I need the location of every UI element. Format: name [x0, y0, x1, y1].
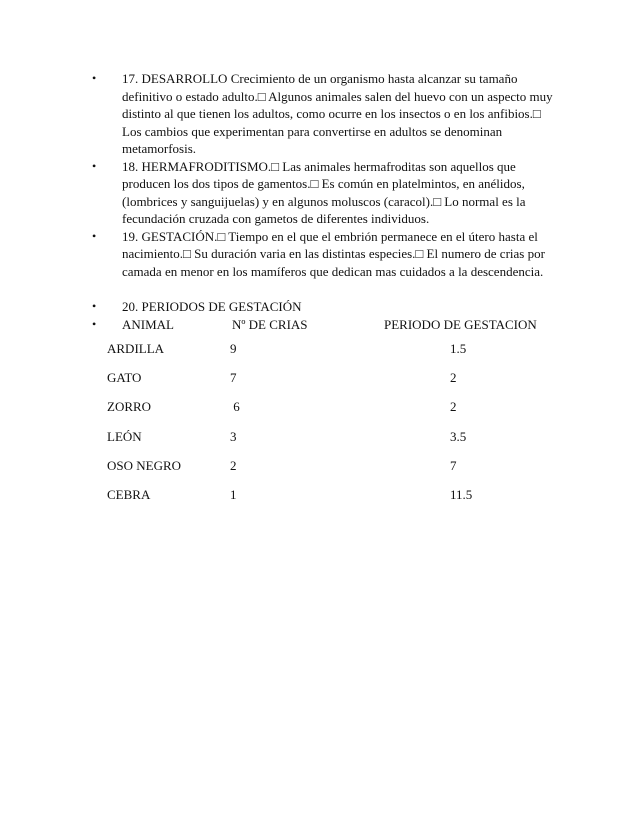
cell-periodo: 7 — [450, 457, 457, 473]
table-row — [107, 486, 527, 515]
text-line: • 19. GESTACIÓN.□ Tiempo en el que el embrión permanece en el útero hasta el — [122, 228, 538, 244]
table-header-row — [122, 316, 562, 334]
text-line: metamorfosis. — [122, 141, 197, 156]
text-line: distinto al que tienen los adultos, como ocurre en los insectos o en los anfibios.□ — [122, 106, 541, 121]
list-item — [92, 298, 562, 316]
cell-animal: GATO — [107, 370, 142, 386]
cell-crias: 7 — [230, 370, 237, 386]
table-row — [107, 398, 527, 427]
text-line: nacimiento.□ Su duración varia en las distintas especies.□ El numero de crias por — [122, 246, 545, 261]
table-row — [107, 369, 527, 398]
list-item — [92, 228, 552, 281]
list-item — [92, 316, 562, 334]
cell-periodo: 11.5 — [450, 486, 473, 502]
text-line: • 17. DESARROLLO Crecimiento de un organismo hasta alcanzar su tamaño — [122, 71, 518, 86]
table-row — [107, 340, 527, 369]
cell-crias: 9 — [230, 341, 237, 356]
cell-periodo: 2 — [450, 399, 457, 415]
cell-animal: ARDILLA — [107, 341, 165, 356]
header-animal: • ANIMAL — [122, 316, 174, 332]
text-line: Los cambios que experimentan para convertirse en adultos se denominan — [122, 123, 503, 139]
list-item — [92, 158, 552, 228]
table-row — [107, 457, 527, 486]
cell-periodo: 1.5 — [450, 341, 467, 356]
text-line: camada en menor en los mamíferos que dedican mas cuidados a la descendencia. — [122, 263, 544, 279]
cell-crias: 3 — [230, 428, 237, 444]
text-line: (lombrices y sanguijuelas) y en algunos moluscos (caracol).□ Lo normal es la — [122, 193, 526, 209]
cell-periodo: 3.5 — [450, 428, 467, 444]
gestation-table — [107, 340, 527, 515]
table-heading: • 20. PERIODOS DE GESTACIÓN — [122, 299, 302, 314]
text-line: fecundación cruzada con gametos de diferentes individuos. — [122, 211, 430, 226]
header-periodo: PERIODO DE GESTACION — [384, 316, 537, 332]
cell-crias: 1 — [230, 486, 237, 502]
definition-list — [92, 70, 552, 280]
text-line: producen los dos tipos de gamentos.□ Es común en platelmintos, en anélidos, — [122, 176, 525, 191]
cell-animal: LEÓN — [107, 428, 142, 444]
table-row — [107, 428, 527, 457]
cell-crias: 6 — [230, 399, 240, 415]
cell-animal: ZORRO — [107, 399, 152, 415]
list-item — [92, 70, 552, 158]
header-crias: Nº DE CRIAS — [232, 316, 308, 332]
cell-crias: 2 — [230, 457, 237, 473]
text-line: • 18. HERMAFRODITISMO.□ Las animales hermafroditas son aquellos que — [122, 158, 516, 174]
cell-periodo: 2 — [450, 370, 457, 386]
table-heading-list — [92, 298, 562, 333]
cell-animal: CEBRA — [107, 486, 151, 502]
text-line: definitivo o estado adulto.□ Algunos animales salen del huevo con un aspecto muy — [122, 88, 553, 104]
cell-animal: OSO NEGRO — [107, 457, 182, 473]
